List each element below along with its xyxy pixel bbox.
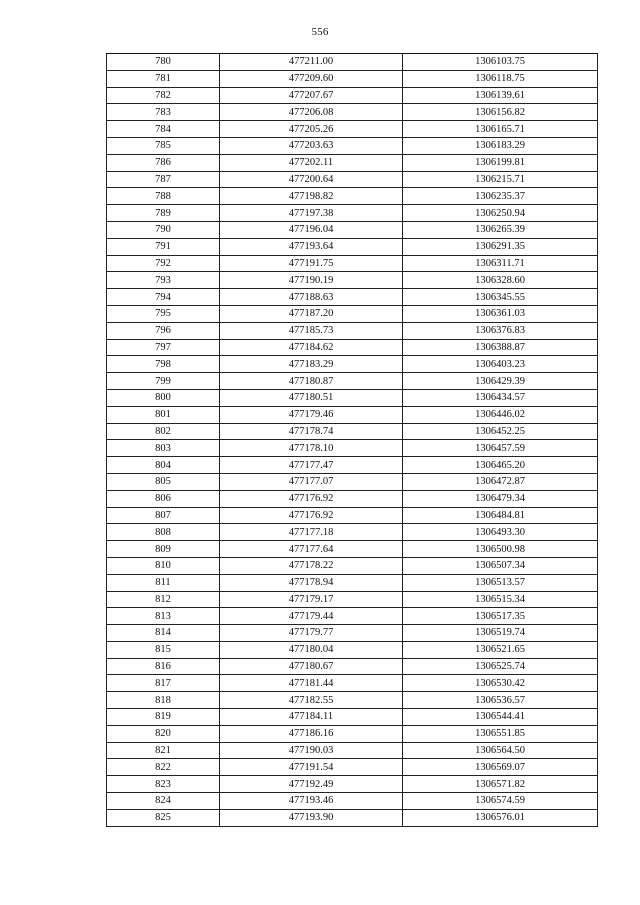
- point-number-cell: 784: [107, 121, 220, 138]
- point-number-cell: 825: [107, 809, 220, 826]
- y-coordinate-cell: 1306328.60: [403, 272, 598, 289]
- point-number-cell: 819: [107, 709, 220, 726]
- point-number-cell: 809: [107, 541, 220, 558]
- y-coordinate-cell: 1306544.41: [403, 709, 598, 726]
- point-number-cell: 802: [107, 423, 220, 440]
- y-coordinate-cell: 1306493.30: [403, 524, 598, 541]
- table-row: [107, 776, 598, 793]
- coordinates-table-body: [107, 54, 598, 827]
- point-number-cell: 807: [107, 507, 220, 524]
- point-number-cell: 793: [107, 272, 220, 289]
- table-row: [107, 289, 598, 306]
- y-coordinate-cell: 1306479.34: [403, 490, 598, 507]
- table-row: [107, 356, 598, 373]
- table-row: [107, 171, 598, 188]
- x-coordinate-cell: 477182.55: [220, 692, 403, 709]
- point-number-cell: 812: [107, 591, 220, 608]
- point-number-cell: 783: [107, 104, 220, 121]
- table-row: [107, 121, 598, 138]
- table-row: [107, 692, 598, 709]
- point-number-cell: 810: [107, 557, 220, 574]
- point-number-cell: 788: [107, 188, 220, 205]
- x-coordinate-cell: 477184.11: [220, 709, 403, 726]
- x-coordinate-cell: 477193.90: [220, 809, 403, 826]
- y-coordinate-cell: 1306574.59: [403, 793, 598, 810]
- point-number-cell: 795: [107, 305, 220, 322]
- table-row: [107, 137, 598, 154]
- table-row: [107, 793, 598, 810]
- table-row: [107, 255, 598, 272]
- table-row: [107, 742, 598, 759]
- table-row: [107, 406, 598, 423]
- point-number-cell: 805: [107, 473, 220, 490]
- y-coordinate-cell: 1306507.34: [403, 557, 598, 574]
- x-coordinate-cell: 477190.19: [220, 272, 403, 289]
- table-row: [107, 205, 598, 222]
- table-row: [107, 339, 598, 356]
- table-row: [107, 54, 598, 71]
- table-row: [107, 574, 598, 591]
- y-coordinate-cell: 1306291.35: [403, 238, 598, 255]
- point-number-cell: 821: [107, 742, 220, 759]
- y-coordinate-cell: 1306530.42: [403, 675, 598, 692]
- table-row: [107, 658, 598, 675]
- table-row: [107, 709, 598, 726]
- x-coordinate-cell: 477177.64: [220, 541, 403, 558]
- x-coordinate-cell: 477205.26: [220, 121, 403, 138]
- x-coordinate-cell: 477185.73: [220, 322, 403, 339]
- x-coordinate-cell: 477179.44: [220, 608, 403, 625]
- y-coordinate-cell: 1306465.20: [403, 457, 598, 474]
- x-coordinate-cell: 477177.18: [220, 524, 403, 541]
- x-coordinate-cell: 477184.62: [220, 339, 403, 356]
- table-row: [107, 591, 598, 608]
- point-number-cell: 792: [107, 255, 220, 272]
- y-coordinate-cell: 1306434.57: [403, 389, 598, 406]
- table-row: [107, 440, 598, 457]
- y-coordinate-cell: 1306183.29: [403, 137, 598, 154]
- x-coordinate-cell: 477200.64: [220, 171, 403, 188]
- point-number-cell: 814: [107, 625, 220, 642]
- x-coordinate-cell: 477192.49: [220, 776, 403, 793]
- point-number-cell: 815: [107, 641, 220, 658]
- table-row: [107, 608, 598, 625]
- table-row: [107, 641, 598, 658]
- table-row: [107, 322, 598, 339]
- x-coordinate-cell: 477178.94: [220, 574, 403, 591]
- table-row: [107, 154, 598, 171]
- y-coordinate-cell: 1306199.81: [403, 154, 598, 171]
- y-coordinate-cell: 1306345.55: [403, 289, 598, 306]
- table-row: [107, 238, 598, 255]
- point-number-cell: 782: [107, 87, 220, 104]
- x-coordinate-cell: 477191.75: [220, 255, 403, 272]
- y-coordinate-cell: 1306521.65: [403, 641, 598, 658]
- x-coordinate-cell: 477196.04: [220, 221, 403, 238]
- y-coordinate-cell: 1306452.25: [403, 423, 598, 440]
- x-coordinate-cell: 477177.07: [220, 473, 403, 490]
- point-number-cell: 798: [107, 356, 220, 373]
- x-coordinate-cell: 477176.92: [220, 507, 403, 524]
- x-coordinate-cell: 477188.63: [220, 289, 403, 306]
- point-number-cell: 780: [107, 54, 220, 71]
- point-number-cell: 811: [107, 574, 220, 591]
- x-coordinate-cell: 477206.08: [220, 104, 403, 121]
- y-coordinate-cell: 1306571.82: [403, 776, 598, 793]
- x-coordinate-cell: 477211.00: [220, 54, 403, 71]
- x-coordinate-cell: 477179.17: [220, 591, 403, 608]
- x-coordinate-cell: 477198.82: [220, 188, 403, 205]
- table-row: [107, 490, 598, 507]
- y-coordinate-cell: 1306103.75: [403, 54, 598, 71]
- x-coordinate-cell: 477209.60: [220, 70, 403, 87]
- y-coordinate-cell: 1306500.98: [403, 541, 598, 558]
- y-coordinate-cell: 1306311.71: [403, 255, 598, 272]
- table-row: [107, 70, 598, 87]
- table-row: [107, 272, 598, 289]
- y-coordinate-cell: 1306403.23: [403, 356, 598, 373]
- y-coordinate-cell: 1306536.57: [403, 692, 598, 709]
- point-number-cell: 781: [107, 70, 220, 87]
- point-number-cell: 800: [107, 389, 220, 406]
- y-coordinate-cell: 1306118.75: [403, 70, 598, 87]
- x-coordinate-cell: 477180.67: [220, 658, 403, 675]
- point-number-cell: 797: [107, 339, 220, 356]
- page-number: 556: [311, 26, 329, 38]
- table-row: [107, 675, 598, 692]
- table-row: [107, 373, 598, 390]
- y-coordinate-cell: 1306388.87: [403, 339, 598, 356]
- point-number-cell: 787: [107, 171, 220, 188]
- table-row: [107, 457, 598, 474]
- x-coordinate-cell: 477183.29: [220, 356, 403, 373]
- table-row: [107, 725, 598, 742]
- point-number-cell: 794: [107, 289, 220, 306]
- x-coordinate-cell: 477207.67: [220, 87, 403, 104]
- x-coordinate-cell: 477180.51: [220, 389, 403, 406]
- x-coordinate-cell: 477191.54: [220, 759, 403, 776]
- y-coordinate-cell: 1306156.82: [403, 104, 598, 121]
- x-coordinate-cell: 477202.11: [220, 154, 403, 171]
- x-coordinate-cell: 477180.87: [220, 373, 403, 390]
- table-row: [107, 759, 598, 776]
- table-row: [107, 87, 598, 104]
- table-row: [107, 541, 598, 558]
- y-coordinate-cell: 1306519.74: [403, 625, 598, 642]
- point-number-cell: 789: [107, 205, 220, 222]
- table-row: [107, 809, 598, 826]
- table-row: [107, 389, 598, 406]
- y-coordinate-cell: 1306165.71: [403, 121, 598, 138]
- x-coordinate-cell: 477178.22: [220, 557, 403, 574]
- point-number-cell: 796: [107, 322, 220, 339]
- table-row: [107, 305, 598, 322]
- point-number-cell: 803: [107, 440, 220, 457]
- point-number-cell: 801: [107, 406, 220, 423]
- table-row: [107, 557, 598, 574]
- point-number-cell: 820: [107, 725, 220, 742]
- table-row: [107, 524, 598, 541]
- x-coordinate-cell: 477193.64: [220, 238, 403, 255]
- x-coordinate-cell: 477197.38: [220, 205, 403, 222]
- table-row: [107, 473, 598, 490]
- point-number-cell: 785: [107, 137, 220, 154]
- point-number-cell: 806: [107, 490, 220, 507]
- y-coordinate-cell: 1306376.83: [403, 322, 598, 339]
- x-coordinate-cell: 477178.74: [220, 423, 403, 440]
- y-coordinate-cell: 1306576.01: [403, 809, 598, 826]
- y-coordinate-cell: 1306265.39: [403, 221, 598, 238]
- table-row: [107, 625, 598, 642]
- point-number-cell: 817: [107, 675, 220, 692]
- y-coordinate-cell: 1306551.85: [403, 725, 598, 742]
- point-number-cell: 823: [107, 776, 220, 793]
- y-coordinate-cell: 1306446.02: [403, 406, 598, 423]
- y-coordinate-cell: 1306564.50: [403, 742, 598, 759]
- point-number-cell: 804: [107, 457, 220, 474]
- y-coordinate-cell: 1306250.94: [403, 205, 598, 222]
- coordinates-table: [106, 53, 598, 827]
- y-coordinate-cell: 1306457.59: [403, 440, 598, 457]
- x-coordinate-cell: 477180.04: [220, 641, 403, 658]
- y-coordinate-cell: 1306361.03: [403, 305, 598, 322]
- y-coordinate-cell: 1306235.37: [403, 188, 598, 205]
- y-coordinate-cell: 1306215.71: [403, 171, 598, 188]
- point-number-cell: 816: [107, 658, 220, 675]
- x-coordinate-cell: 477176.92: [220, 490, 403, 507]
- point-number-cell: 790: [107, 221, 220, 238]
- x-coordinate-cell: 477186.16: [220, 725, 403, 742]
- point-number-cell: 818: [107, 692, 220, 709]
- point-number-cell: 822: [107, 759, 220, 776]
- x-coordinate-cell: 477179.46: [220, 406, 403, 423]
- x-coordinate-cell: 477190.03: [220, 742, 403, 759]
- y-coordinate-cell: 1306517.35: [403, 608, 598, 625]
- point-number-cell: 824: [107, 793, 220, 810]
- y-coordinate-cell: 1306525.74: [403, 658, 598, 675]
- x-coordinate-cell: 477187.20: [220, 305, 403, 322]
- table-row: [107, 221, 598, 238]
- point-number-cell: 791: [107, 238, 220, 255]
- x-coordinate-cell: 477181.44: [220, 675, 403, 692]
- y-coordinate-cell: 1306513.57: [403, 574, 598, 591]
- table-row: [107, 188, 598, 205]
- x-coordinate-cell: 477193.46: [220, 793, 403, 810]
- point-number-cell: 786: [107, 154, 220, 171]
- x-coordinate-cell: 477179.77: [220, 625, 403, 642]
- y-coordinate-cell: 1306429.39: [403, 373, 598, 390]
- table-row: [107, 423, 598, 440]
- x-coordinate-cell: 477203.63: [220, 137, 403, 154]
- y-coordinate-cell: 1306515.34: [403, 591, 598, 608]
- y-coordinate-cell: 1306139.61: [403, 87, 598, 104]
- x-coordinate-cell: 477178.10: [220, 440, 403, 457]
- x-coordinate-cell: 477177.47: [220, 457, 403, 474]
- point-number-cell: 799: [107, 373, 220, 390]
- table-row: [107, 104, 598, 121]
- point-number-cell: 813: [107, 608, 220, 625]
- point-number-cell: 808: [107, 524, 220, 541]
- y-coordinate-cell: 1306484.81: [403, 507, 598, 524]
- y-coordinate-cell: 1306569.07: [403, 759, 598, 776]
- table-row: [107, 507, 598, 524]
- y-coordinate-cell: 1306472.87: [403, 473, 598, 490]
